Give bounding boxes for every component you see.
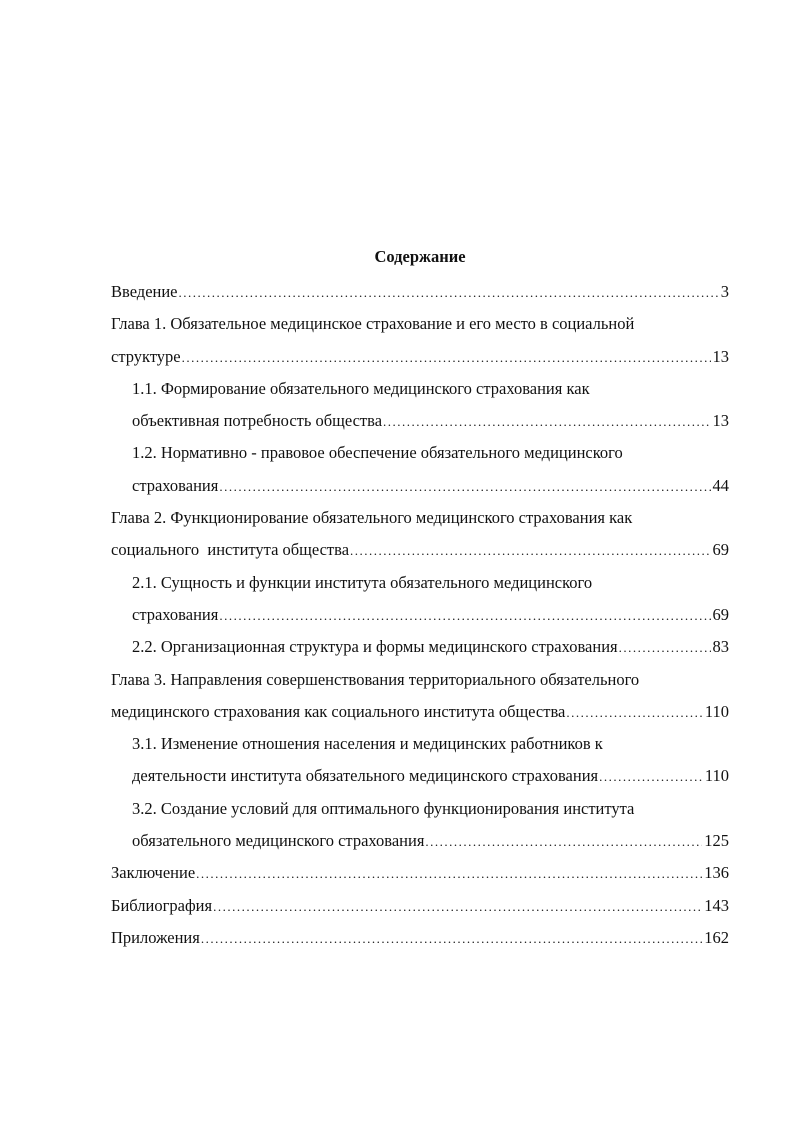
toc-entry-text: 2.2. Организационная структура и формы медицинского страхования (132, 637, 618, 657)
toc-entry-section-1-2-line-1: 1.2. Нормативно - правовое обеспечение обязательного медицинского (132, 443, 623, 463)
toc-entry-section-2-1-line-1: 2.1. Сущность и функции института обязательного медицинского (132, 572, 593, 592)
dot-leader (179, 277, 719, 308)
toc-entry-section-3-1-line-2 (111, 760, 729, 792)
toc-entry-section-3-2-line-2 (111, 825, 729, 857)
dot-leader (219, 471, 710, 502)
toc-entry-text: деятельности института обязательного медицинского страхования (132, 766, 599, 786)
toc-entry-text: Заключение (111, 863, 196, 883)
toc-entry-chapter-2-line-1: Глава 2. Функционирование обязательного медицинского страхования как (111, 508, 633, 528)
toc-page-number: 13 (712, 346, 729, 366)
dot-leader (219, 600, 710, 631)
toc-page-number: 69 (712, 604, 729, 624)
toc-page-number: 83 (712, 637, 729, 657)
toc-entry-bibliography (111, 890, 729, 922)
toc-entry-text: социального института общества (111, 540, 350, 560)
toc-entry-chapter-1-line-2 (111, 341, 729, 373)
toc-page-number: 162 (704, 927, 729, 947)
toc-entry-text: Библиография (111, 895, 213, 915)
table-of-contents (111, 276, 729, 954)
dot-leader (619, 632, 711, 663)
toc-entry-text: страхования (132, 604, 219, 624)
toc-entry-chapter-3-line-1: Глава 3. Направления совершенствования территориального обязательного (111, 669, 640, 689)
toc-entry-chapter-2-line-2 (111, 534, 729, 566)
dot-leader (213, 891, 702, 922)
toc-page-number: 125 (704, 831, 729, 851)
toc-entry-section-3-2-line-1: 3.2. Создание условий для оптимального функционирования института (132, 798, 635, 818)
dot-leader (196, 858, 702, 889)
toc-entry-text: страхования (132, 475, 219, 495)
toc-entry-section-2-1-line-2 (111, 599, 729, 631)
toc-page-number: 136 (704, 863, 729, 883)
toc-entry-chapter-3-line-2 (111, 696, 729, 728)
toc-entry-text: объективная потребность общества (132, 411, 383, 431)
dot-leader (350, 535, 710, 566)
toc-entry-chapter-1-line-1: Глава 1. Обязательное медицинское страхование и его место в социальной (111, 314, 635, 334)
toc-entry-text: медицинского страхования как социального института общества (111, 701, 566, 721)
toc-entry-section-3-1-line-1: 3.1. Изменение отношения населения и медицинских работников к (132, 734, 603, 754)
toc-entry-text: Приложения (111, 927, 200, 947)
toc-heading: Содержание (374, 247, 466, 266)
dot-leader (599, 761, 703, 792)
toc-entry-appendices (111, 922, 729, 954)
toc-entry-section-1-1-line-2 (111, 405, 729, 437)
toc-entry-section-2-2 (111, 631, 729, 663)
dot-leader (566, 697, 703, 728)
toc-entry-text: Введение (111, 282, 178, 301)
dot-leader (383, 406, 710, 437)
dot-leader (182, 342, 711, 373)
toc-page-number: 69 (712, 540, 729, 560)
dot-leader (425, 826, 702, 857)
dot-leader (201, 923, 702, 954)
toc-entry-section-1-1-line-1: 1.1. Формирование обязательного медицинского страхования как (132, 378, 590, 398)
toc-page-number: 44 (712, 475, 729, 495)
toc-page-number: 110 (704, 766, 729, 786)
toc-page-number: 3 (720, 282, 729, 301)
toc-entry-section-1-2-line-2 (111, 470, 729, 502)
toc-page-number: 110 (704, 701, 729, 721)
toc-entry-text: структуре (111, 346, 181, 366)
toc-entry-conclusion (111, 857, 729, 889)
toc-page-number: 13 (712, 411, 729, 431)
toc-entry-text: обязательного медицинского страхования (132, 831, 425, 851)
toc-entry-introduction (111, 276, 729, 308)
toc-page-number: 143 (704, 895, 729, 915)
